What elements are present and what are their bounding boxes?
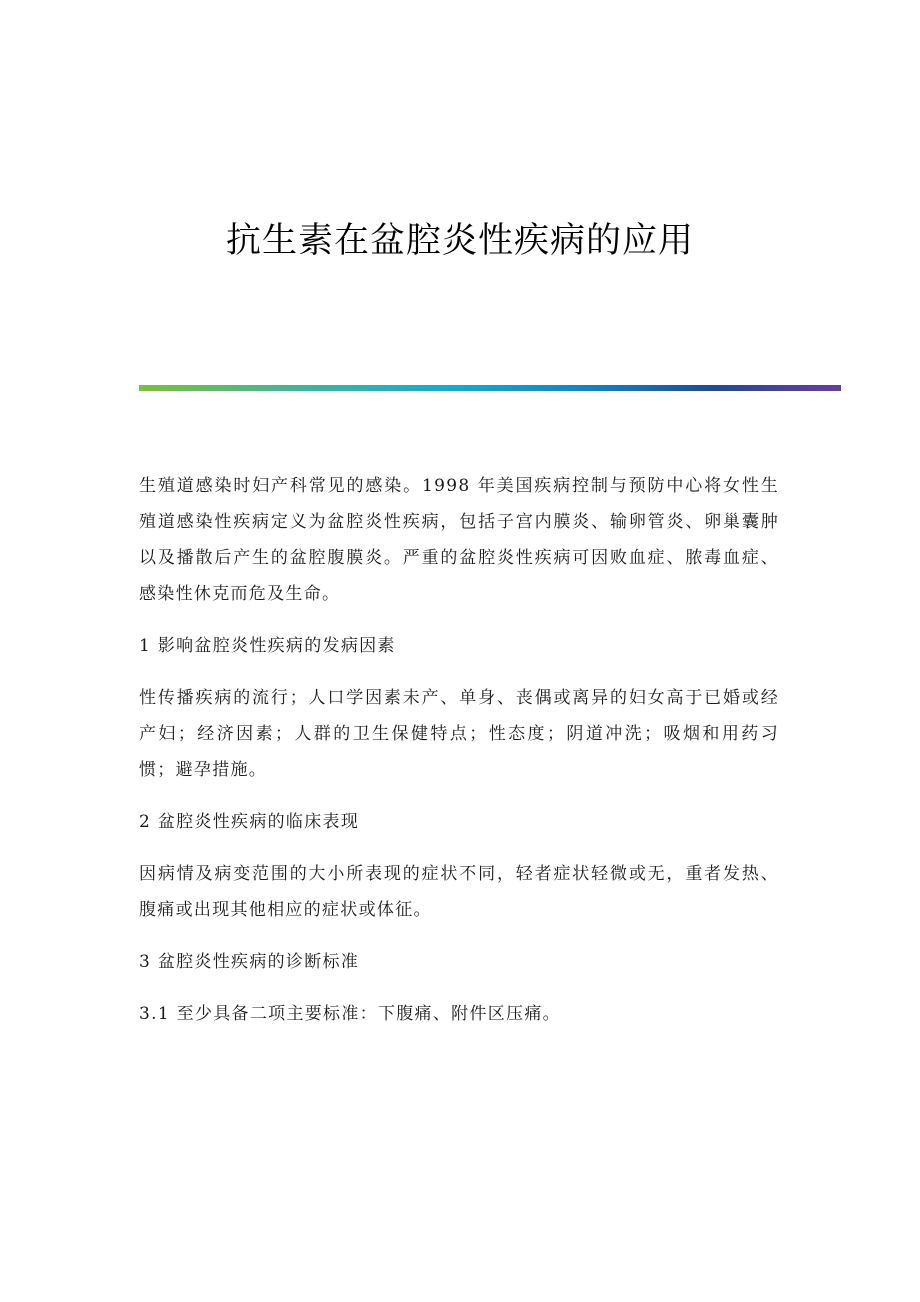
section-1-paragraph: 性传播疾病的流行；人口学因素未产、单身、丧偶或离异的妇女高于已婚或经产妇；经济因素；人群的卫生保健特点；性态度；阴道冲洗；吸烟和用药习惯；避孕措施。	[139, 688, 779, 780]
section-3-1-paragraph: 3.1 至少具备二项主要标准：下腹痛、附件区压痛。	[139, 1004, 561, 1024]
section-1-heading: 1 影响盆腔炎性疾病的发病因素	[139, 636, 396, 656]
title-divider-bar	[139, 385, 841, 391]
section-2-heading: 2 盆腔炎性疾病的临床表现	[139, 812, 360, 832]
section-2-paragraph: 因病情及病变范围的大小所表现的症状不同，轻者症状轻微或无，重者发热、腹痛或出现其他相应的症状或体征。	[139, 864, 779, 920]
document-body	[139, 468, 779, 1048]
intro-paragraph: 生殖道感染时妇产科常见的感染。1998 年美国疾病控制与预防中心将女性生殖道感染性疾病定义为盆腔炎性疾病，包括子宫内膜炎、输卵管炎、卵巢囊肿以及播散后产生的盆腔腹膜炎。严重的盆腔炎性疾病可因败血症、脓毒血症、感染性休克而危及生命。	[139, 476, 779, 604]
section-3-heading: 3 盆腔炎性疾病的诊断标准	[139, 952, 360, 972]
document-title: 抗生素在盆腔炎性疾病的应用	[225, 221, 694, 261]
